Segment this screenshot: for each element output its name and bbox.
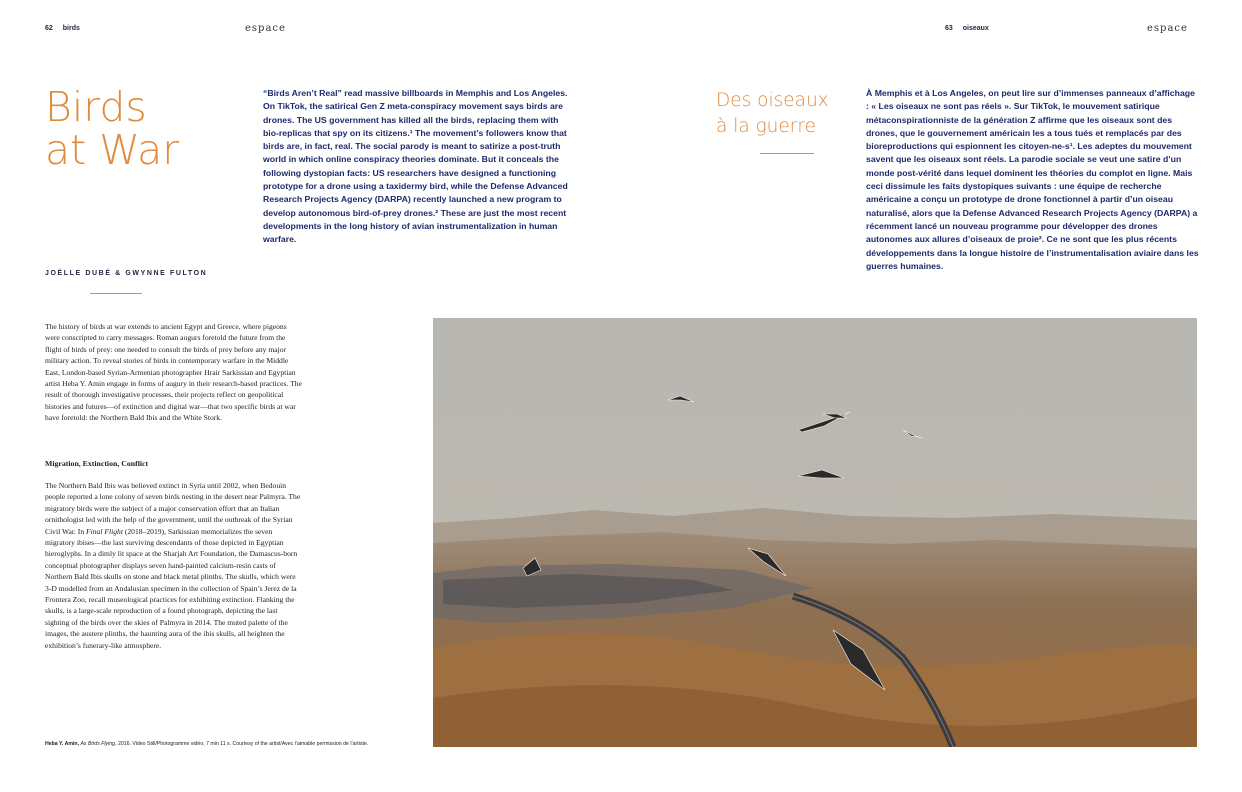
byline-rule (90, 293, 142, 294)
photo-illustration (433, 318, 1197, 747)
intro-paragraph (45, 321, 303, 424)
artwork-title: Final Flight (86, 526, 123, 536)
body-text-part-2: (2018–2019), Sarkissian memorializes the seven migratory ibises—the last surviving descendants of those depicted in Egyptian hieroglyphs. In a dimly lit space at the Sharjah Art Foundation, the Damascus-born conceptual photographer displays seven hand-painted calcium-resin casts of Northern Bald Ibis skulls on stone and black metal plinths. The skulls, which were 3-D modelled from an Andalusian specimen in the collection of Spain’s Jerez de la Frontera Zoo, recall museological practices for exhibiting extinction. Flanking the skulls, is a large-scale reproduction of a found photograph, depicting the last sighting of the birds over the skies of Palmyra in 2014. The muted palette of the images, the austere plinths, the haunting aura of the ibis skulls, all heighten the exhibition’s funerary-like atmosphere. (45, 526, 298, 650)
article-title-fr (716, 88, 846, 140)
page-number-right: 63 (945, 25, 953, 32)
masthead-left: espace (245, 23, 286, 34)
body-text-part-1: The Northern Bald Ibis was believed extinct in Syria until 2002, when Bedouin people reported a lone colony of seven birds nesting in the desert near Palmyra. The migratory birds were the subject of a major conservation effort that an Italian ornithologist led with the help of the government, until the outbreak of the Syrian Civil War. In (45, 481, 301, 536)
caption-artist: Heba Y. Amin, (45, 741, 80, 747)
title-line-1: Birds (45, 83, 147, 131)
section-label-left: birds (62, 25, 80, 32)
intro-text: The history of birds at war extends to ancient Egypt and Greece, where pigeons were conscripted to carry messages. Roman augurs foretold the future from the flight of birds of prey: one needed to consult the birds of prey before any major military action. To reveal stories of birds in contemporary warfare in the Middle East, London-based Syrian-Armenian photographer Hrair Sarkissian and Egyptian artist Heba Y. Amin engage in forms of augury in their research-based practices. The result of thorough investigative processes, their projects reflect on geopolitical histories and futures—of extinction and digital war—that two specific birds at war have foretold: the Northern Bald Ibis and the White Stork. (45, 322, 302, 423)
masthead-right: espace (1147, 23, 1188, 34)
title-fr-rule (760, 153, 814, 154)
title-fr-line-2: à la guerre (716, 116, 816, 137)
page-number-left: 62 (45, 25, 53, 32)
article-title-en (45, 83, 235, 174)
caption-details: , 2016. Video Still/Photogramme vidéo, 7 min 11 s. Courtesy of the artist/Avec l’aimable permission de l’artiste. (115, 741, 369, 747)
lead-paragraph-en: “Birds Aren’t Real” read massive billboards in Memphis and Los Angeles. On TikTok, the satirical Gen Z meta-conspiracy movement says birds are drones. The US government has killed all the birds, replacing them with bio-replicas that spy on its citizens.¹ The movement’s followers know that birds are, in fact, real. The social parody is meant to satirize a post-truth world in which online conspiracy theories dominate. But it conceals the following dystopian facts: US researchers have designed a functioning prototype for a drone using a taxidermy bird, while the Defense Advanced Research Projects Agency (DARPA) recently launched a new program to develop autonomous bird-of-prey drones.² These are just the most recent developments in the long history of avian instrumentalization in human warfare. (263, 88, 568, 245)
lead-paragraph-fr: À Memphis et à Los Angeles, on peut lire sur d’immenses panneaux d’affichage : « Les oiseaux ne sont pas réels ». Sur TikTok, le mouvement satirique métaconspirationniste de la génération Z affirme que les oiseaux sont des drones, que le gouvernement américain les a tous tués et remplacés par des bioreproductions qui espionnent les citoyen-ne-s¹. Les adeptes du mouvement savent que les oiseaux sont réels. La parodie sociale se veut une satire d’un monde post-vérité dans lequel dominent les théories du complot en ligne. Mais ceci dissimule les faits dystopiques suivants : une équipe de recherche américaine a conçu un prototype de drone fonctionnel à partir d’un oiseau naturalisé, alors que la Defense Advanced Research Projects Agency (DARPA) a récemment lancé un nouveau programme pour développer des drones autonomes aux allures d’oiseaux de proie². Ce ne sont que les plus récents développements dans la longue histoire de l’instrumentalisation aviaire dans les guerres humaines. (866, 88, 1199, 271)
section-subhead: Migration, Extinction, Conflict (45, 459, 149, 468)
caption-work-title: As Birds Flying (80, 741, 116, 747)
title-line-2: at War (45, 126, 180, 174)
photo-caption (45, 741, 368, 747)
byline: JOËLLE DUBÉ & GWYNNE FULTON (45, 270, 208, 277)
aerial-stork-photo (433, 318, 1197, 747)
title-fr-line-1: Des oiseaux (716, 90, 829, 111)
folio-left (45, 25, 80, 32)
body-paragraph (45, 480, 303, 651)
body-text (45, 480, 303, 651)
section-label-right: oiseaux (962, 25, 989, 32)
folio-right (945, 25, 989, 32)
